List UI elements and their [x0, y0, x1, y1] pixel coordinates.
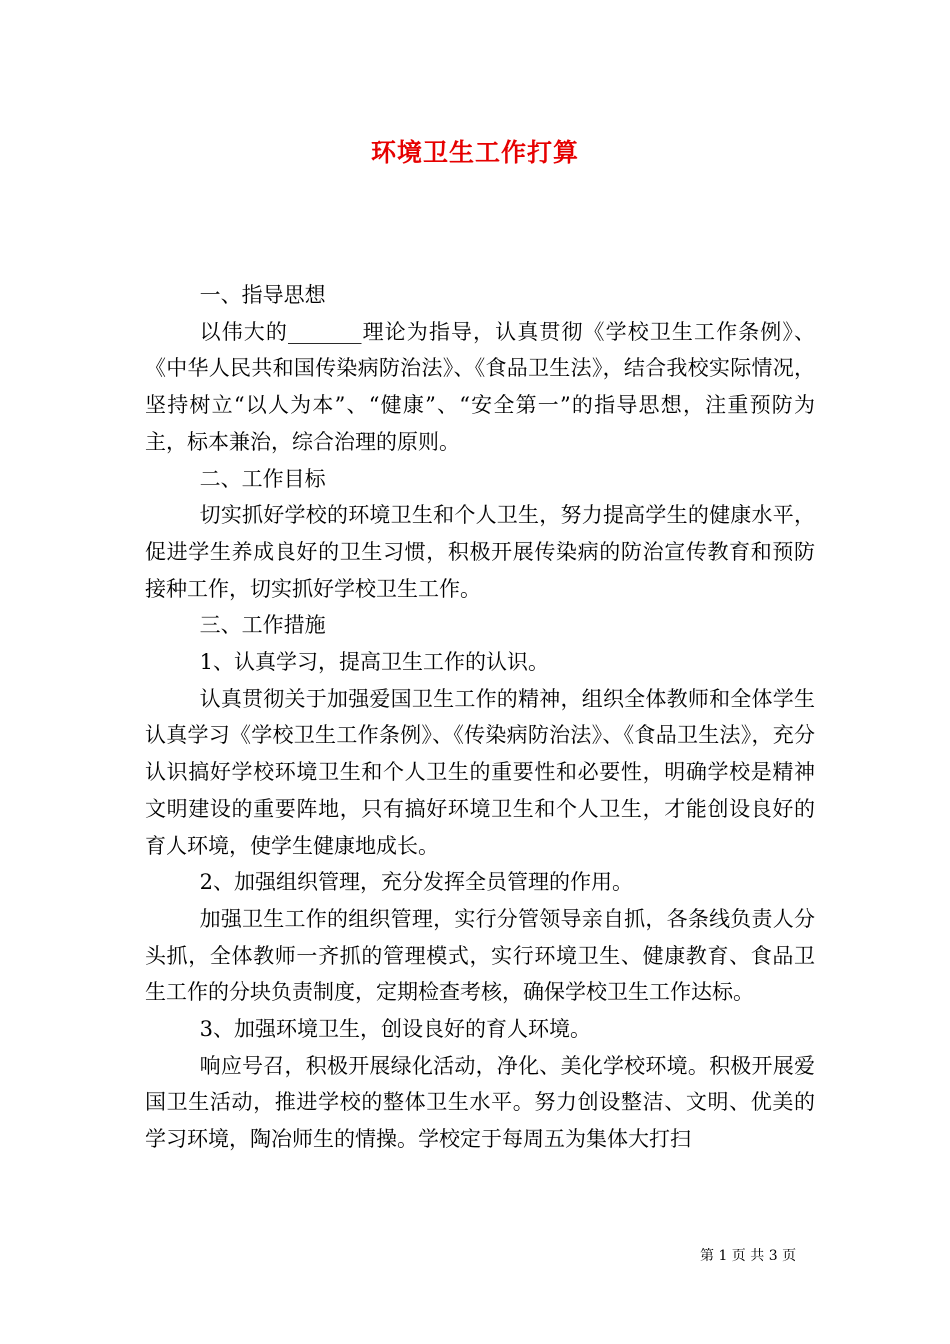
- paragraph-study: 认真贯彻关于加强爱国卫生工作的精神，组织全体教师和全体学生认真学习《学校卫生工作条例》、《传染病防治法》、《食品卫生法》，充分认识搞好学校环境卫生和个人卫生的重要性和必要性，明确学校是精神文明建设的重要阵地，只有搞好环境卫生和个人卫生，才能创设良好的育人环境，使学生健康地成长。: [145, 686, 815, 858]
- subheading-management: 2、加强组织管理，充分发挥全员管理的作用。: [199, 870, 633, 895]
- paragraph-environment: 响应号召，积极开展绿化活动，净化、美化学校环境。积极开展爱国卫生活动，推进学校的整体卫生水平。努力创设整洁、文明、优美的学习环境，陶冶师生的情操。学校定于每周五为集体大打扫: [145, 1053, 815, 1152]
- document-title: 环境卫生工作打算: [370, 138, 579, 167]
- document-body: [145, 277, 815, 1158]
- subheading-environment: 3、加强环境卫生，创设良好的育人环境。: [199, 1017, 591, 1042]
- paragraph-guiding-thought: 以伟大的_______理论为指导，认真贯彻《学校卫生工作条例》、《中华人民共和国传染病防治法》、《食品卫生法》，结合我校实际情况，坚持树立“以人为本”、“健康”、“安全第一”的指导思想，注重预防为主，标本兼治，综合治理的原则。: [145, 319, 815, 454]
- paragraph-work-goals: 切实抓好学校的环境卫生和个人卫生，努力提高学生的健康水平，促进学生养成良好的卫生习惯，积极开展传染病的防治宣传教育和预防接种工作，切实抓好学校卫生工作。: [145, 503, 815, 601]
- page-number: 第 1 页 共 3 页: [700, 1248, 797, 1264]
- heading-work-goals: 二、工作目标: [199, 466, 326, 491]
- paragraph-management: 加强卫生工作的组织管理，实行分管领导亲自抓，各条线负责人分头抓，全体教师一齐抓的管理模式，实行环境卫生、健康教育、食品卫生工作的分块负责制度，定期检查考核，确保学校卫生工作达标。: [145, 906, 815, 1005]
- heading-work-measures: 三、工作措施: [199, 613, 326, 638]
- subheading-study: 1、认真学习，提高卫生工作的认识。: [199, 650, 549, 675]
- heading-guiding-thought: 一、指导思想: [199, 283, 326, 307]
